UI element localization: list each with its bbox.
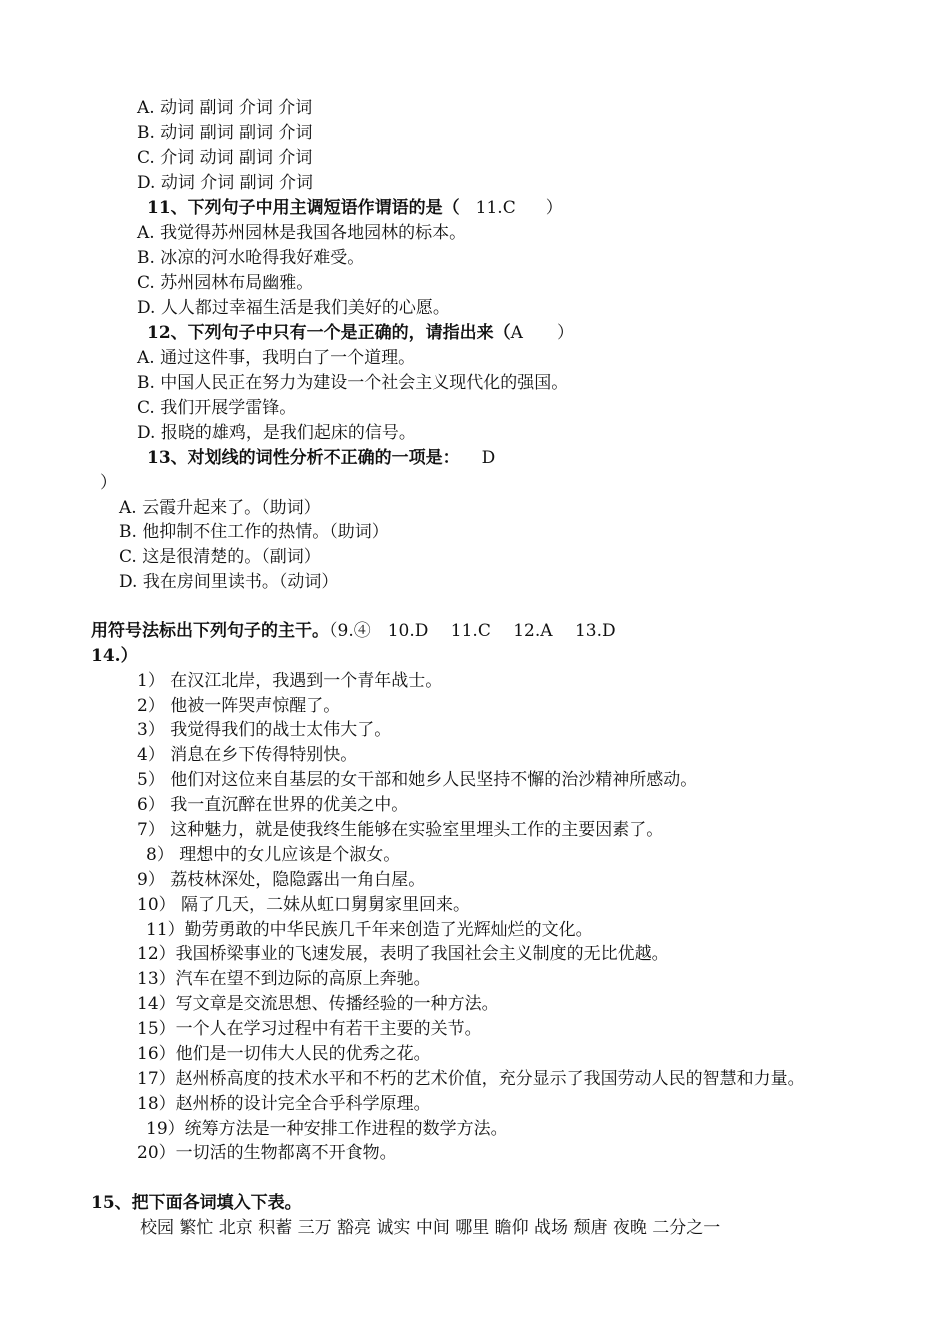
q11-stem: 11、下列句子中用主调短语作谓语的是（	[147, 198, 460, 218]
q12-option-a: A. 通过这件事，我明白了一个道理。	[137, 348, 416, 368]
q10-option-a: A. 动词 副词 介词 介词	[137, 98, 313, 118]
q13-option-b: B. 他抑制不住工作的热情。（助词）	[119, 522, 389, 542]
q12-option-c: C. 我们开展学雷锋。	[137, 398, 297, 418]
q14-item-17: 17）赵州桥高度的技术水平和不朽的艺术价值，充分显示了我国劳动人民的智慧和力量。	[137, 1069, 805, 1089]
q11-close: ）	[545, 198, 563, 218]
q12-stem: 12、下列句子中只有一个是正确的，请指出来（	[147, 323, 511, 343]
q14-item-5: 5） 他们对这位来自基层的女干部和她乡人民坚持不懈的治沙精神所感动。	[137, 770, 698, 790]
q11-option-b: B. 冰凉的河水呛得我好难受。	[137, 248, 365, 268]
q14-item-12: 12）我国桥梁事业的飞速发展，表明了我国社会主义制度的无比优越。	[137, 944, 669, 964]
q13-option-c: C. 这是很清楚的。（副词）	[119, 547, 321, 567]
q14-item-15: 15）一个人在学习过程中有若干主要的关节。	[137, 1019, 482, 1039]
q13-question	[147, 446, 495, 470]
q13-answer: D	[481, 448, 496, 468]
q12-answer: A	[510, 323, 523, 343]
q12-close: ）	[556, 323, 574, 343]
q12-option-d: D. 报晓的雄鸡，是我们起床的信号。	[137, 423, 416, 443]
q14-item-18: 18）赵州桥的设计完全合乎科学原理。	[137, 1094, 431, 1114]
q14-item-16: 16）他们是一切伟大人民的优秀之花。	[137, 1044, 431, 1064]
q11-option-d: D. 人人都过幸福生活是我们美好的心愿。	[137, 298, 450, 318]
q14-item-7: 7） 这种魅力，就是使我终生能够在实验室里埋头工作的主要因素了。	[137, 820, 664, 840]
q11-option-a: A. 我觉得苏州园林是我国各地园林的标本。	[137, 223, 467, 243]
q13-close: ）	[100, 473, 117, 493]
q10-option-c: C. 介词 动词 副词 介词	[137, 148, 313, 168]
q12-option-b: B. 中国人民正在努力为建设一个社会主义现代化的强国。	[137, 373, 569, 393]
q14-item-8: 8） 理想中的女儿应该是个淑女。	[146, 845, 401, 865]
q14-number: 14.）	[91, 646, 138, 666]
q14-item-3: 3） 我觉得我们的战士太伟大了。	[137, 720, 392, 740]
q14-item-10: 10） 隔了几天，二妹从虹口舅舅家里回来。	[137, 895, 471, 915]
q10-option-d: D. 动词 介词 副词 介词	[137, 173, 314, 193]
q15-heading: 15、把下面各词填入下表。	[91, 1193, 302, 1213]
q14-item-14: 14）写文章是交流思想、传播经验的一种方法。	[137, 994, 499, 1014]
q13-option-a: A. 云霞升起来了。（助词）	[119, 498, 321, 518]
q13-stem: 13、对划线的词性分析不正确的一项是：	[147, 448, 460, 468]
q14-heading: 用符号法标出下列句子的主干。	[91, 621, 329, 641]
q13-option-d: D. 我在房间里读书。（动词）	[119, 572, 339, 592]
q14-answer-key: （9.④ 10.D 11.C 12.A 13.D	[329, 621, 616, 641]
q14-item-11: 11）勤劳勇敢的中华民族几千年来创造了光辉灿烂的文化。	[146, 920, 593, 940]
q14-item-4: 4） 消息在乡下传得特别快。	[137, 745, 358, 765]
q14-item-6: 6） 我一直沉醉在世界的优美之中。	[137, 795, 409, 815]
q14-item-9: 9） 荔枝林深处，隐隐露出一角白屋。	[137, 870, 426, 890]
q11-question	[147, 196, 563, 220]
q14-item-19: 19）统筹方法是一种安排工作进程的数学方法。	[146, 1119, 508, 1139]
q14-item-13: 13）汽车在望不到边际的高原上奔驰。	[137, 969, 431, 989]
q15-word-list: 校园 繁忙 北京 积蓄 三万 豁亮 诚实 中间 哪里 瞻仰 战场 颓唐 夜晚 二分之一	[140, 1218, 721, 1238]
q14-item-20: 20）一切活的生物都离不开食物。	[137, 1143, 397, 1163]
q14-item-2: 2） 他被一阵哭声惊醒了。	[137, 696, 341, 716]
q14-heading-line	[91, 619, 616, 643]
q12-question	[147, 321, 574, 345]
q11-answer: 11.C	[475, 198, 516, 218]
q11-option-c: C. 苏州园林布局幽雅。	[137, 273, 314, 293]
q10-option-b: B. 动词 副词 副词 介词	[137, 123, 313, 143]
q14-item-1: 1） 在汉江北岸，我遇到一个青年战士。	[137, 671, 443, 691]
